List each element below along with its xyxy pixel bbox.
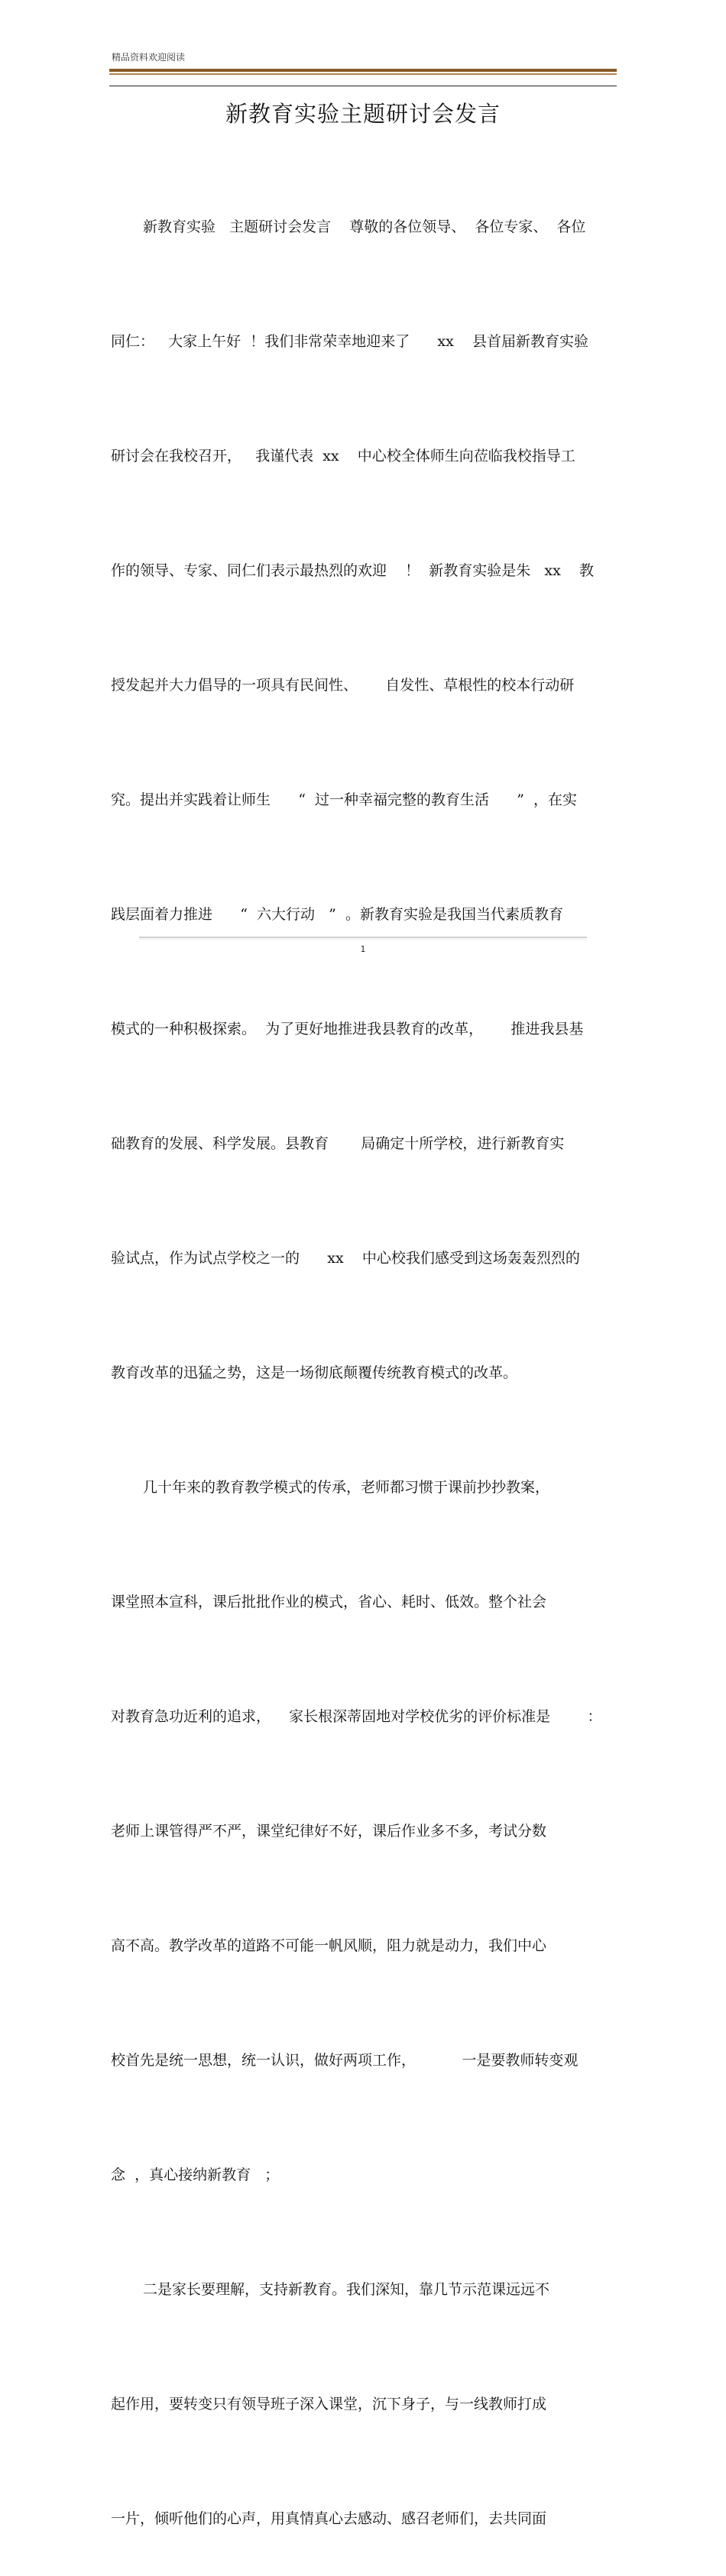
text-line: 几十年来的教育教学模式的传承，老师都习惯于课前抄抄教案， [143,1479,550,1496]
text-line: 念 ，真心接纳新教育 ； [111,2167,280,2183]
header-rule-thick [109,69,617,72]
text-line: 模式的一种积极探索。 为了更好地推进我县教育的改革， 推进我县基 [111,1021,584,1037]
footer-rule [139,937,587,938]
text-line: 作的领导、专家、同仁们表示最热烈的欢迎 ！ 新教育实验是朱 xx 教 [111,562,594,579]
document-body [111,131,618,2576]
text-line: 授发起并大力倡导的一项具有民间性、 自发性、草根性的校本行动研 [111,677,575,694]
text-line: 校首先是统一思想，统一认识，做好两项工作， 一是要教师转变观 [111,2052,579,2069]
text-line: 践层面着力推进 “ 六大行动 ” 。新教育实验是我国当代素质教育 [111,906,563,923]
text-line: 二是家长要理解，支持新教育。我们深知，靠几节示范课远远不 [143,2281,550,2298]
footer-rule-shadow [139,939,587,940]
text-line: 课堂照本宣科，课后批批作业的模式，省心、耗时、低效。整个社会 [111,1594,547,1610]
text-line: 础教育的发展、科学发展。县教育 局确定十所学校，进行新教育实 [111,1135,565,1152]
text-line: 同仁： 大家上午好 ！我们非常荣幸地迎来了 xx 县首届新教育实验 [111,333,589,350]
header-rule-mid [109,73,617,75]
page-number: 1 [360,944,366,954]
text-line: 一片，倾听他们的心声，用真情真心去感动、感召老师们，去共同面 [111,2510,547,2527]
text-line: 高不高。教学改革的道路不可能一帆风顺，阻力就是动力，我们中心 [111,1937,547,1954]
text-line: 对教育急功近利的追求， 家长根深蒂固地对学校优劣的评价标准是 ： [111,1708,602,1725]
text-line: 老师上课管得严不严，课堂纪律好不好，课后作业多不多，考试分数 [111,1823,547,1840]
header-text: 精品资料欢迎阅读 [112,52,186,63]
text-line: 教育改革的迅猛之势，这是一场彻底颠覆传统教育模式的改革。 [111,1364,518,1381]
document-title: 新教育实验主题研讨会发言 [225,101,501,127]
text-line: 验试点，作为试点学校之一的 xx 中心校我们感受到这场轰轰烈烈的 [111,1250,580,1267]
text-line: 起作用，要转变只有领导班子深入课堂，沉下身子，与一线教师打成 [111,2396,547,2413]
text-line: 新教育实验 主题研讨会发言 尊敬的各位领导、 各位专家、 各位 [143,218,586,235]
text-line: 研讨会在我校召开， 我谨代表 xx 中心校全体师生向莅临我校指导工 [111,448,575,464]
text-line: 究。提出并实践着让师生 “ 过一种幸福完整的教育生活 ” ，在实 [111,791,578,808]
